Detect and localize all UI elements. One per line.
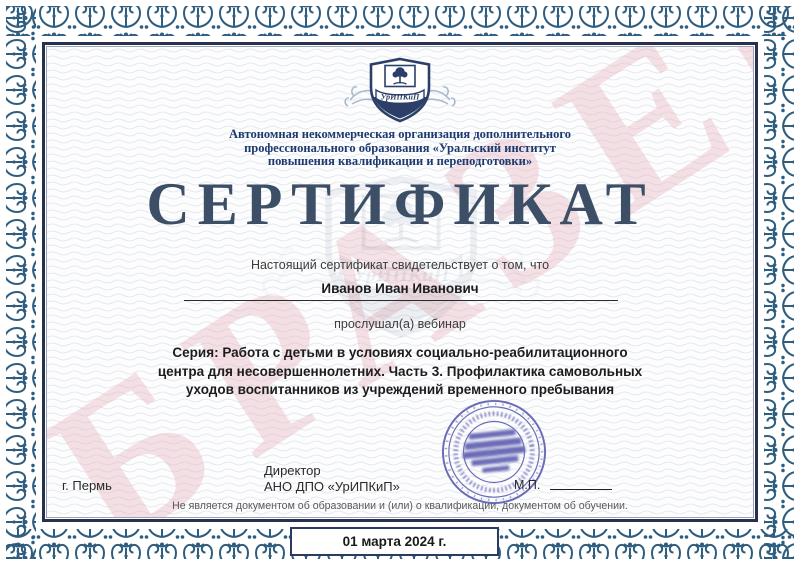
- course-title: [0, 344, 800, 400]
- course-line: центра для несовершеннолетних. Часть 3. Профилактика самовольных: [157, 363, 643, 379]
- certificate-title: СЕРТИФИКАТ: [146, 171, 654, 237]
- organization-name: [0, 128, 800, 169]
- seal-place-label: М.П.: [514, 478, 541, 492]
- date-box: [290, 527, 499, 556]
- action-text: прослушал(а) вебинар: [334, 317, 466, 331]
- organization-line: повышения квалификации и переподготовки»: [267, 154, 533, 168]
- course-line: уходов воспитанников из учреждений временного пребывания: [185, 382, 615, 397]
- signature-block: [264, 463, 400, 495]
- disclaimer-text: Не является документом об образовании и (или) о квалификации, документом об обучении.: [172, 500, 628, 512]
- seal-place: [514, 478, 612, 492]
- organization-line: профессионального образования «Уральский институт: [244, 140, 556, 155]
- issue-date: 01 марта 2024 г.: [342, 534, 447, 549]
- statement-text: Настоящий сертификат свидетельствует о том, что: [250, 258, 550, 272]
- director-organization: АНО ДПО «УрИПКиП»: [264, 479, 400, 494]
- signature-line: [550, 489, 612, 490]
- city-label: г. Пермь: [62, 478, 112, 493]
- emblem-banner-text: УрИПКиП: [380, 92, 420, 102]
- recipient-name: Иванов Иван Иванович: [321, 281, 479, 296]
- director-role: Директор: [264, 463, 321, 478]
- recipient-name-underline: [184, 300, 618, 301]
- organization-line: Автономная некоммерческая организация дополнительного: [229, 127, 571, 141]
- course-line: Серия: Работа с детьми в условиях социально-реабилитационного: [172, 345, 628, 360]
- institute-emblem-icon: [340, 54, 460, 126]
